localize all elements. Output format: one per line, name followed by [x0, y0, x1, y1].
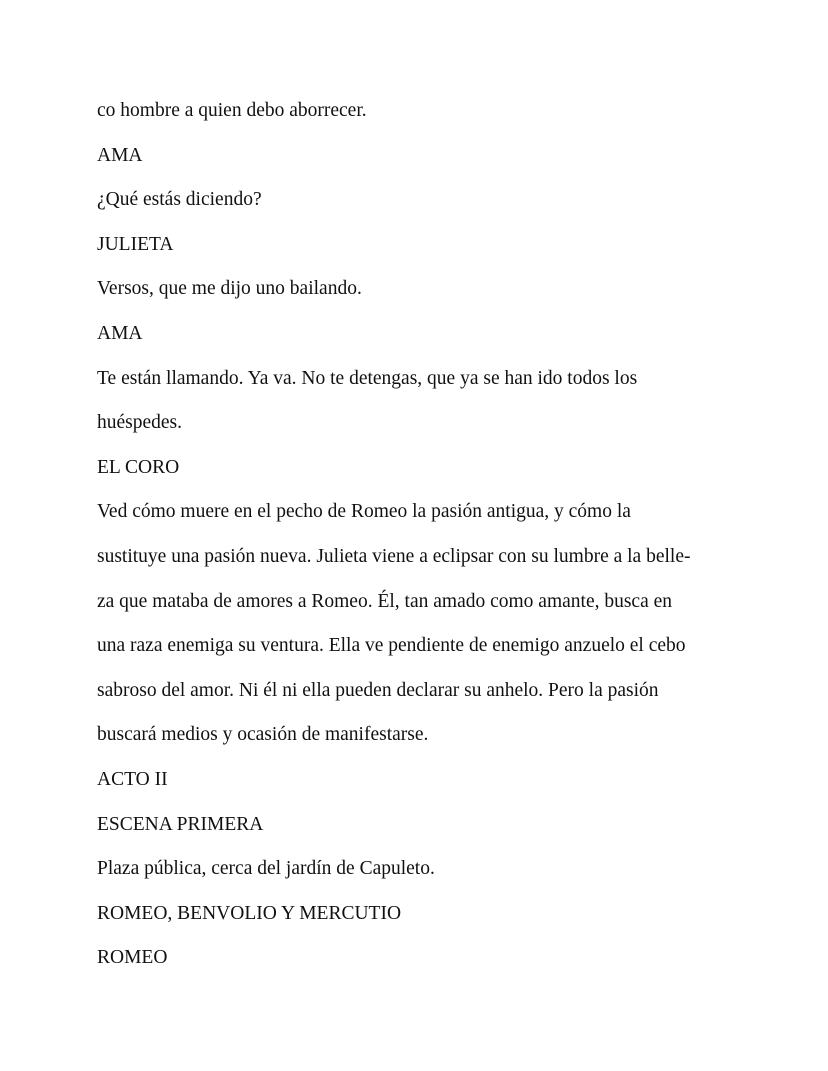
scene-heading: ESCENA PRIMERA: [97, 813, 264, 835]
text-line: Ved cómo muere en el pecho de Romeo la pasión antigua, y cómo la: [97, 501, 631, 523]
document-page: [97, 97, 737, 989]
text-line: una raza enemiga su ventura. Ella ve pendiente de enemigo anzuelo el cebo: [97, 635, 686, 657]
text-line: ¿Qué estás diciendo?: [97, 189, 262, 211]
characters-list: ROMEO, BENVOLIO Y MERCUTIO: [97, 902, 402, 924]
text-line: huéspedes.: [97, 412, 183, 434]
speaker-name: AMA: [97, 322, 143, 344]
text-line: co hombre a quien debo aborrecer.: [97, 100, 367, 121]
speaker-name: AMA: [97, 144, 143, 166]
act-heading: ACTO II: [97, 768, 168, 790]
text-line: buscará medios y ocasión de manifestarse.: [97, 724, 429, 746]
speaker-name: ROMEO: [97, 947, 168, 969]
text-line: sustituye una pasión nueva. Julieta viene a eclipsar con su lumbre a la belle-: [97, 545, 691, 567]
text-line: za que mataba de amores a Romeo. Él, tan amado como amante, busca en: [97, 590, 673, 612]
stage-direction: Plaza pública, cerca del jardín de Capuleto.: [97, 858, 435, 880]
speaker-name: JULIETA: [97, 233, 174, 255]
speaker-name: EL CORO: [97, 456, 180, 478]
text-line: sabroso del amor. Ni él ni ella pueden declarar su anhelo. Pero la pasión: [97, 679, 659, 701]
text-line: Versos, que me dijo uno bailando.: [97, 278, 362, 300]
text-line: Te están llamando. Ya va. No te detengas, que ya se han ido todos los: [97, 367, 638, 389]
